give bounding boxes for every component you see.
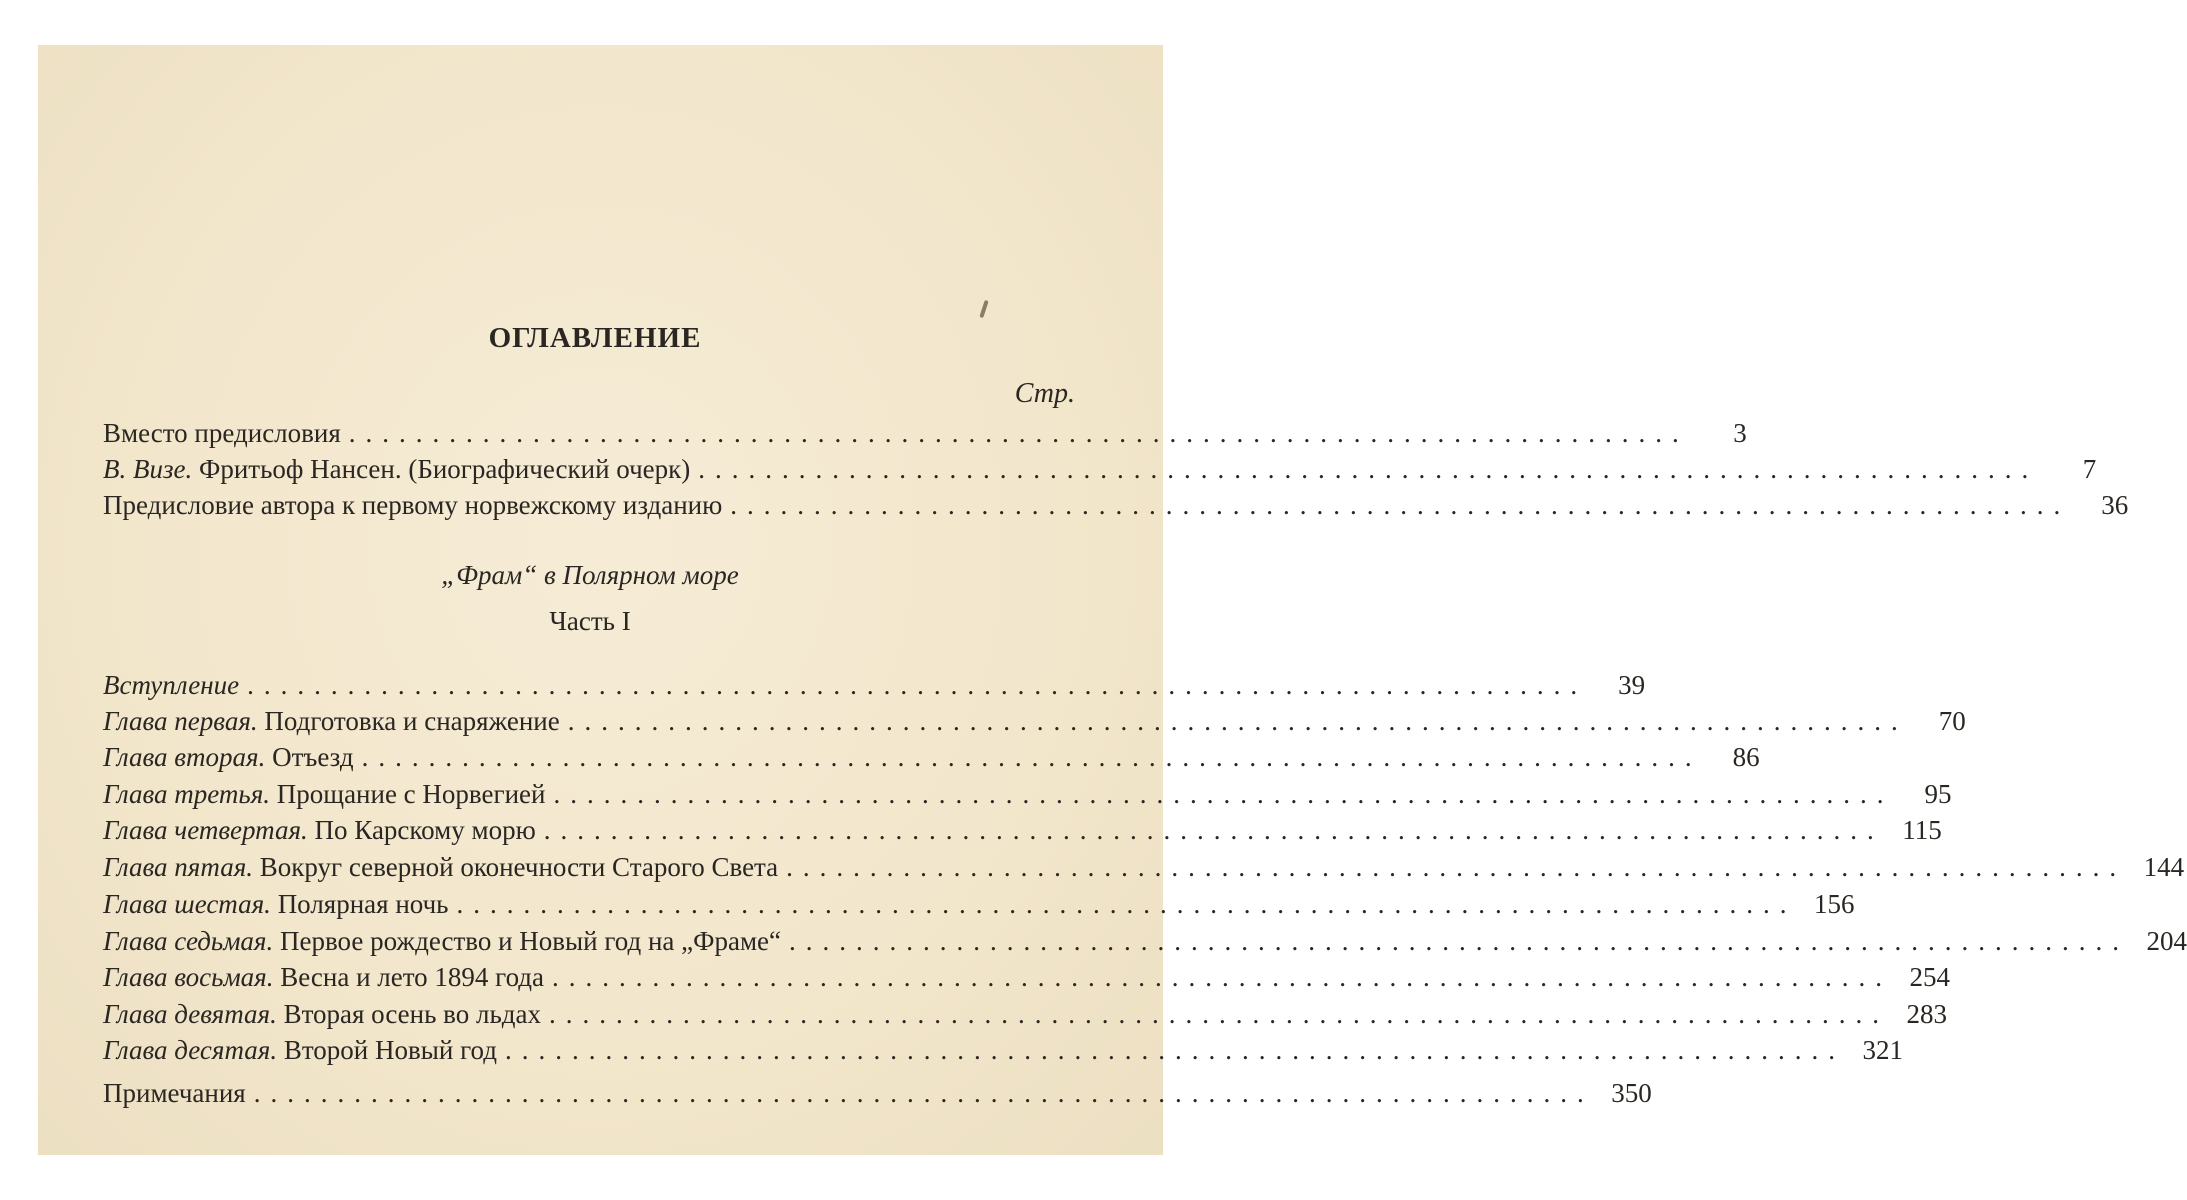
toc-entry-page-number: 39 <box>1618 670 1646 700</box>
dot-leader: ................................................................................ <box>549 999 1889 1029</box>
toc-entry-lead: Глава шестая. <box>103 889 271 919</box>
toc-entry <box>103 815 1942 849</box>
toc-entry <box>103 706 1966 740</box>
dot-leader: ................................................................................ <box>504 1035 1845 1065</box>
toc-entry-page-number: 283 <box>1906 999 1947 1029</box>
toc-entry-title: Второй Новый год <box>283 1035 497 1065</box>
toc-entry <box>103 418 1747 452</box>
toc-entry-title: Предисловие автора к первому норвежскому изданию <box>103 490 723 520</box>
toc-entry-lead: Глава вторая. <box>103 742 266 772</box>
toc-entry-lead: В. Визе. <box>103 454 193 484</box>
dot-leader: ................................................................................ <box>456 889 1797 919</box>
page-title: ОГЛАВЛЕНИЕ <box>488 322 702 354</box>
toc-entry <box>103 852 2185 886</box>
toc-entry <box>103 670 1646 704</box>
toc-entry-lead: Глава восьмая. <box>103 962 274 992</box>
toc-entry-page-number: 156 <box>1813 889 1855 919</box>
toc-entry-lead: Глава десятая. <box>103 1035 278 1065</box>
toc-entry-page-number: 95 <box>1924 779 1952 809</box>
dot-leader: ................................................................................ <box>730 490 2071 520</box>
toc-entry-lead: Глава девятая. <box>103 999 277 1029</box>
toc-entry-page-number: 7 <box>2082 454 2097 484</box>
dot-leader: ................................................................................ <box>253 1078 1594 1108</box>
toc-entry-page-number: 144 <box>2143 852 2185 882</box>
toc-entry-page-number: 254 <box>1909 962 1951 992</box>
toc-entry <box>103 999 1947 1033</box>
part-title: Часть I <box>549 606 631 636</box>
toc-entry-title: Весна и лето 1894 года <box>280 962 545 992</box>
dot-leader: ................................................................................ <box>247 670 1588 700</box>
toc-entry <box>103 454 2097 488</box>
dot-leader: ................................................................................ <box>786 852 2127 882</box>
toc-entry <box>103 490 2129 524</box>
dot-leader: ................................................................................ <box>348 418 1689 448</box>
dot-leader: ................................................................................ <box>789 926 2130 956</box>
toc-entry <box>103 779 1952 813</box>
dot-leader: ................................................................................ <box>698 454 2039 484</box>
toc-entry-page-number: 115 <box>1902 815 1942 845</box>
toc-entry-lead: Глава первая. <box>103 706 258 736</box>
toc-entry-title: Примечания <box>103 1078 246 1108</box>
toc-entry-lead: Глава седьмая. <box>103 926 274 956</box>
toc-entry-title: Вторая осень во льдах <box>283 999 541 1029</box>
dot-leader: ................................................................................ <box>543 815 1884 845</box>
toc-entry <box>103 1078 1652 1112</box>
toc-entry-title: Отъезд <box>272 742 354 772</box>
toc-entry-page-number: 204 <box>2146 926 2187 956</box>
toc-entry-page-number: 3 <box>1733 418 1747 448</box>
dot-leader: ................................................................................ <box>361 742 1702 772</box>
toc-entry <box>103 926 2187 960</box>
toc-entry-page-number: 70 <box>1938 706 1966 736</box>
toc-entry-lead: Глава третья. <box>103 779 271 809</box>
toc-entry-page-number: 321 <box>1862 1035 1903 1065</box>
toc-entry-lead: Глава четвертая. <box>103 815 308 845</box>
toc-entry-page-number: 86 <box>1732 742 1760 772</box>
toc-entry-title: Фритьоф Нансен. (Биографический очерк) <box>199 454 691 484</box>
toc-entry-lead: Вступление <box>103 670 240 700</box>
dot-leader: ................................................................................ <box>553 779 1894 809</box>
toc-entry-page-number: 350 <box>1611 1078 1652 1108</box>
toc-entry-title: Вместо предисловия <box>103 418 341 448</box>
toc-entry-title: Подготовка и снаряжение <box>264 706 560 736</box>
toc-entry-title: По Карскому морю <box>314 815 536 845</box>
toc-entry-title: Первое рождество и Новый год на „Фраме“ <box>279 926 782 956</box>
toc-entry <box>103 962 1951 996</box>
toc-entry <box>103 1035 1903 1069</box>
toc-entry <box>103 742 1760 776</box>
dot-leader: ................................................................................ <box>567 706 1908 736</box>
page-column-label: Стр. <box>1014 378 1075 409</box>
toc-entry <box>103 889 1855 923</box>
toc-entry-title: Прощание с Норвегией <box>276 779 546 809</box>
toc-entry-lead: Глава пятая. <box>103 852 253 882</box>
toc-entry-title: Полярная ночь <box>277 889 449 919</box>
dot-leader: ................................................................................ <box>552 962 1893 992</box>
toc-entry-page-number: 36 <box>2101 490 2129 520</box>
toc-entry-title: Вокруг северной оконечности Старого Света <box>259 852 779 882</box>
section-title: „Фрам“ в Полярном море <box>441 560 739 590</box>
